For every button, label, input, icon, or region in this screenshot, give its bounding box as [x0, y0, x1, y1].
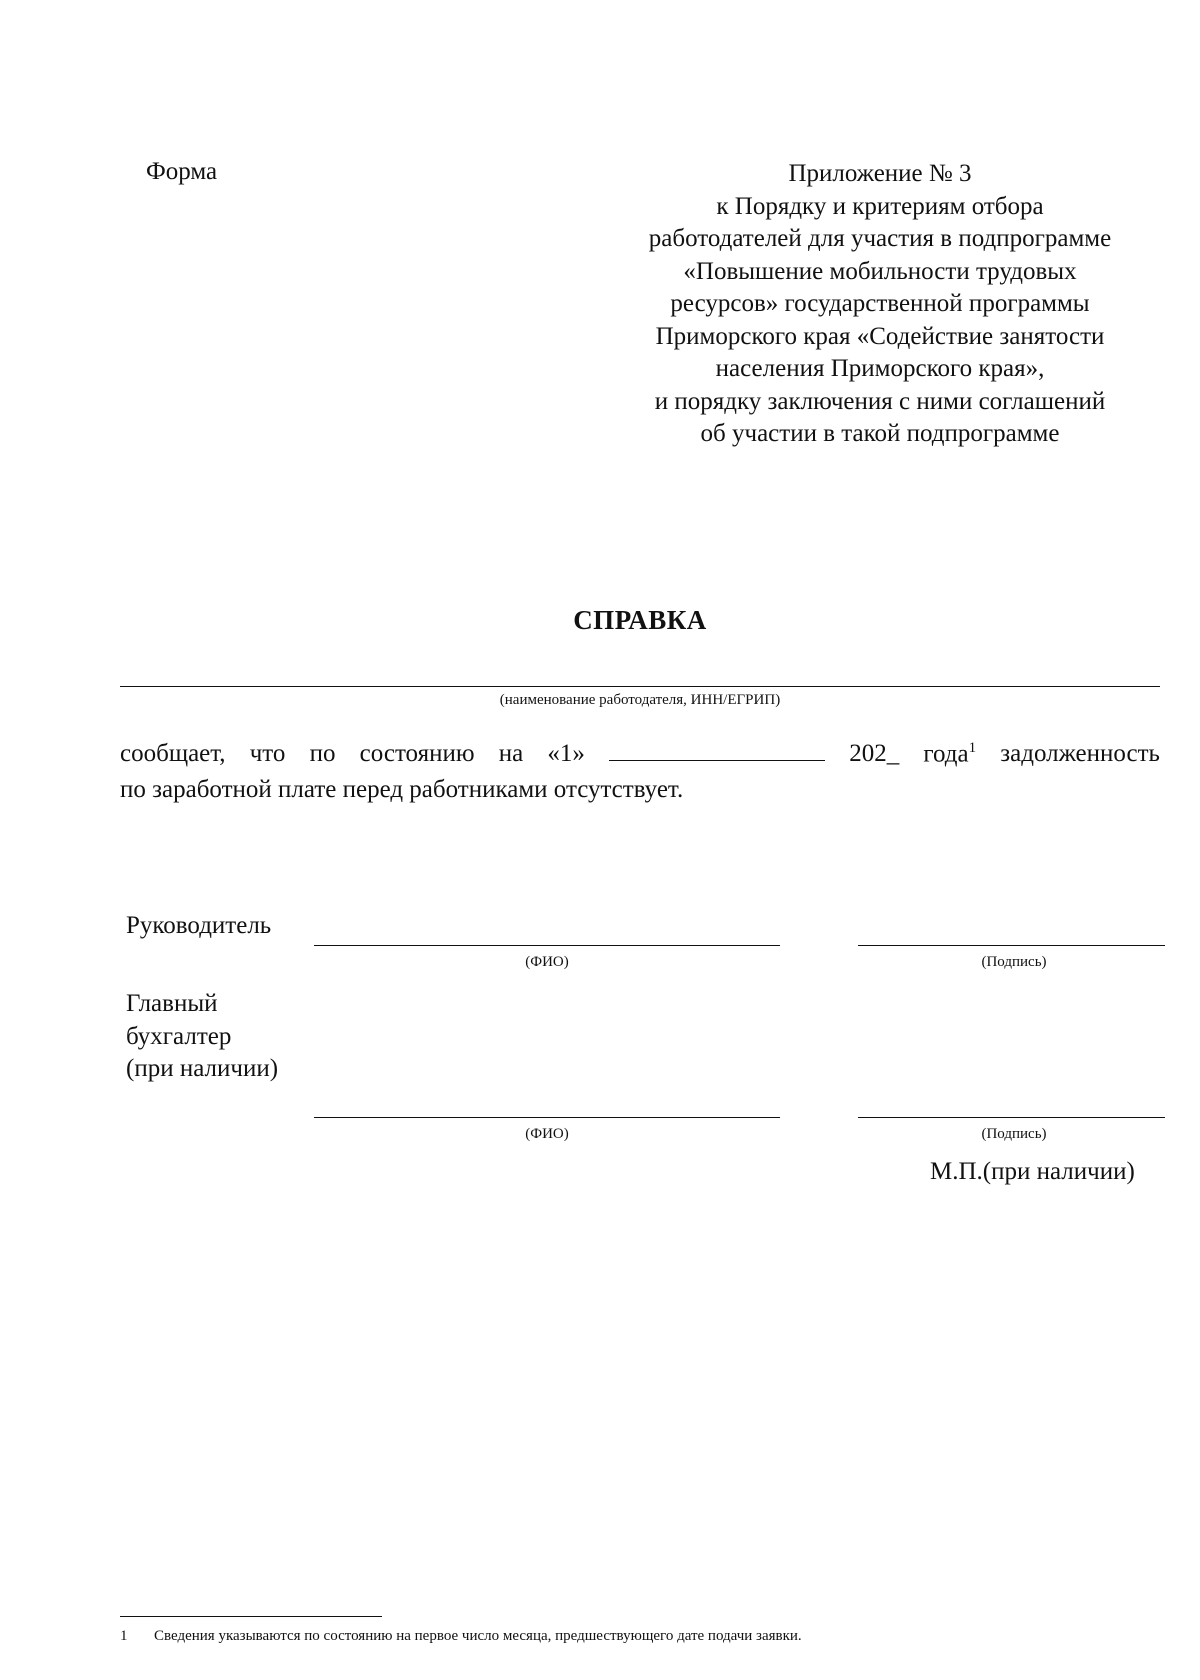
appendix-line: «Повышение мобильности трудовых: [683, 257, 1077, 285]
statement-line-2: по заработной плате перед работниками отсутствует.: [120, 776, 684, 803]
employer-name-line[interactable]: [120, 686, 1160, 687]
footnote: [120, 1628, 802, 1645]
statement-word: что: [249, 740, 286, 768]
accountant-fio-caption: (ФИО): [525, 1126, 569, 1142]
year-field[interactable]: 202_: [849, 740, 900, 768]
month-blank[interactable]: [609, 742, 825, 761]
appendix-line: об участии в такой подпрограмме: [700, 420, 1060, 447]
appendix-header: [600, 158, 1160, 451]
appendix-line: и порядку заключения с ними соглашений: [654, 387, 1106, 415]
director-fio-line[interactable]: [314, 945, 780, 946]
director-signature-line[interactable]: [858, 945, 1165, 946]
chief-accountant-line: (при наличии): [126, 1055, 279, 1082]
statement-word: «1»: [547, 740, 585, 768]
appendix-line: Приморского края «Содействие занятости: [655, 322, 1105, 350]
footnote-separator: [120, 1616, 382, 1617]
accountant-signature-line[interactable]: [858, 1117, 1165, 1118]
appendix-line: к Порядку и критериям отбора: [716, 192, 1044, 220]
director-signature-caption: (Подпись): [981, 954, 1047, 970]
statement-word: на: [498, 740, 524, 768]
statement-word: сообщает,: [120, 740, 226, 768]
accountant-fio-line[interactable]: [314, 1117, 780, 1118]
chief-accountant-line: Главный: [126, 990, 218, 1017]
director-fio-caption: (ФИО): [525, 954, 569, 970]
chief-accountant-line: бухгалтер: [126, 1022, 232, 1050]
footnote-text: Сведения указываются по состоянию на первое число месяца, предшествующего дате подачи заявки.: [154, 1628, 802, 1644]
footnote-mark: 1: [968, 740, 977, 756]
statement-word: состоянию: [359, 740, 475, 768]
appendix-line: населения Приморского края»,: [715, 355, 1045, 382]
director-label: Руководитель: [126, 912, 272, 939]
accountant-signature-caption: (Подпись): [981, 1126, 1047, 1142]
statement-word: задолженность: [1000, 740, 1160, 768]
appendix-line: ресурсов» государственной программы: [670, 290, 1090, 317]
statement-word: по: [309, 740, 336, 768]
statement-line-1: [120, 740, 1160, 768]
year-word: года: [923, 740, 969, 768]
appendix-line: Приложение № 3: [788, 160, 972, 187]
chief-accountant-label: [126, 988, 278, 1086]
stamp-label: М.П.(при наличии): [930, 1158, 1135, 1185]
form-label: Форма: [146, 158, 218, 185]
footnote-number: 1: [120, 1628, 128, 1644]
appendix-line: работодателей для участия в подпрограмме: [648, 225, 1112, 252]
employer-caption: (наименование работодателя, ИНН/ЕГРИП): [499, 692, 781, 708]
year-word-group: [923, 740, 976, 768]
document-title: СПРАВКА: [573, 605, 707, 635]
